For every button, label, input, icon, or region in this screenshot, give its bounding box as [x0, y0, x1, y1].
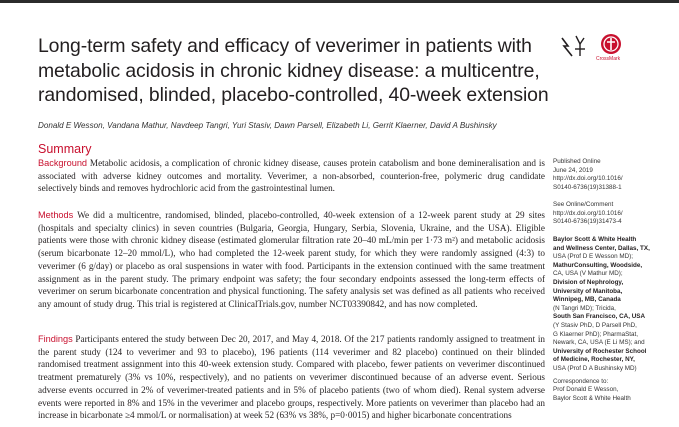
affiliation-line: University of Rochester School — [553, 347, 647, 355]
affiliation-line: South San Francisco, CA, USA — [553, 313, 646, 321]
affiliation-line: USA (Prof D A Bushinsky MD) — [553, 364, 637, 372]
affiliation-line: G Klaerner PhD); PharmaStat, — [553, 330, 639, 338]
crossmark-label: CrossMark — [596, 56, 621, 62]
methods-paragraph — [38, 209, 545, 311]
affiliation-line: Winnipeg, MB, Canada — [553, 296, 621, 304]
affiliation-line: (Y Stasiv PhD, D Parsell PhD, — [553, 321, 637, 329]
affiliation-line: Division of Nephrology, — [553, 278, 624, 286]
summary-heading: Summary — [38, 142, 92, 156]
affiliations — [553, 236, 675, 403]
affiliation-line: Baylor Scott & White Health — [553, 394, 631, 402]
background-text: Metabolic acidosis, a complication of chronic kidney disease, causes protein catabolism and bone demineralisation and is associated with adverse kidney outcomes and mortality. Veverimer, a non-absorbed, counterion-free, polymeric drug candidate selectively binds and removes hydrochloric acid from the gastrointestinal lumen. — [38, 158, 545, 194]
affiliation-line: Prof Donald E Wesson, — [553, 386, 619, 394]
affiliation-line: Correspondence to: — [553, 377, 609, 385]
see-online-label: See Online/Comment — [553, 201, 614, 208]
findings-text: Participants entered the study between Dec 20, 2017, and May 4, 2018. Of the 217 patients randomly assigned to treatment in the parent study (124 to veverimer and 93 to placebo), 196 patients (114 veverimer and 82 placebo) continued on their blinded randomised treatment assignment into this 40-week extension study. Compared with placebo, fewer patients on veverimer discontinued treatment prematurely (3% vs 10%, respectively), and no patients on veverimer discontinued because of an adverse event. Serious adverse events occurred in 2% of veverimer-treated patients and in 5% of placebo patients (two of whom died). Renal system adverse events were reported in 8% and 15% in the veverimer and placebo groups, respectively. More patients on veverimer than placebo had an increase in bicarbonate ≥4 mmol/L or normalisation) at week 52 (63% vs 38%, p=0·0015) and higher bicarbonate concentrations — [38, 334, 545, 421]
article-title: Long-term safety and efficacy of veverimer in patients with metabolic acidosis in chronic kidney disease: a multicentre, randomised, blinded, placebo-controlled, 40-week extension — [38, 35, 549, 106]
author-list: Donald E Wesson, Vandana Mathur, Navdeep Tangri, Yuri Stasiv, Dawn Parsell, Elizabeth Li, Gerrit Klaerner, David A Bushinsky — [38, 121, 497, 130]
background-heading: Background — [38, 158, 88, 168]
findings-heading: Findings — [38, 334, 73, 344]
affiliation-line: University of Manitoba, — [553, 287, 623, 295]
affiliation-line: (N Tangri MD); Tricida, — [553, 304, 616, 312]
publication-info — [553, 158, 675, 192]
top-rule — [0, 0, 679, 3]
affiliation-line: CA, USA (V Mathur MD); — [553, 270, 623, 278]
doi-link[interactable]: http://dx.doi.org/10.1016/ — [553, 175, 623, 183]
comment-doi-link[interactable]: http://dx.doi.org/10.1016/ — [553, 209, 623, 217]
comment-doi-suffix[interactable]: S0140-6736(19)31473-4 — [553, 218, 622, 226]
published-date: June 24, 2019 — [553, 166, 593, 174]
doi-link-suffix[interactable]: S0140-6736(19)31388-1 — [553, 183, 622, 191]
published-online-label: Published Online — [553, 158, 601, 165]
affiliation-line: Baylor Scott & White Health — [553, 236, 637, 243]
findings-paragraph — [38, 333, 545, 422]
affiliation-line: of Medicine, Rochester, NY, — [553, 356, 635, 364]
affiliation-line: MathurConsulting, Woodside, — [553, 261, 643, 269]
affiliation-line: and Wellness Center, Dallas, TX, — [553, 244, 650, 252]
methods-text: We did a multicentre, randomised, blinded, placebo-controlled, 40-week extension of a 12-week parent study at 29 sites (hospitals and specialty clinics) in seven countries (Bulgaria, Georgia, Hungary, Serbia, Slovenia, Ukraine, and the USA). Eligible patients were those with chronic kidney disease (estimated glomerular filtration rate 20–40 mL/min per 1·73 m²) and metabolic acidosis (serum bicarbonate 12–20 mmol/L), who had completed the 12-week parent study, for which they were randomly assigned (4:3) to veverimer (6 g/day) or placebo as oral suspensions in water with food. Participants in the extension continued with the same treatment assignment as in the parent study. The primary endpoint was safety; the four secondary endpoints assessed the long-term effects of veverimer on serum bicarbonate concentration and physical functioning. The safety analysis set was defined as all patients who received any amount of study drug. This trial is registered at ClinicalTrials.gov, number NCT03390842, and has now completed. — [38, 210, 545, 309]
comment-info — [553, 201, 675, 227]
background-paragraph — [38, 157, 545, 195]
affiliation-line: Newark, CA, USA (E Li MS); and — [553, 339, 645, 347]
affiliation-line: USA (Prof D E Wesson MD); — [553, 253, 634, 261]
crossmark-icon[interactable] — [601, 34, 621, 54]
methods-heading: Methods — [38, 210, 74, 220]
